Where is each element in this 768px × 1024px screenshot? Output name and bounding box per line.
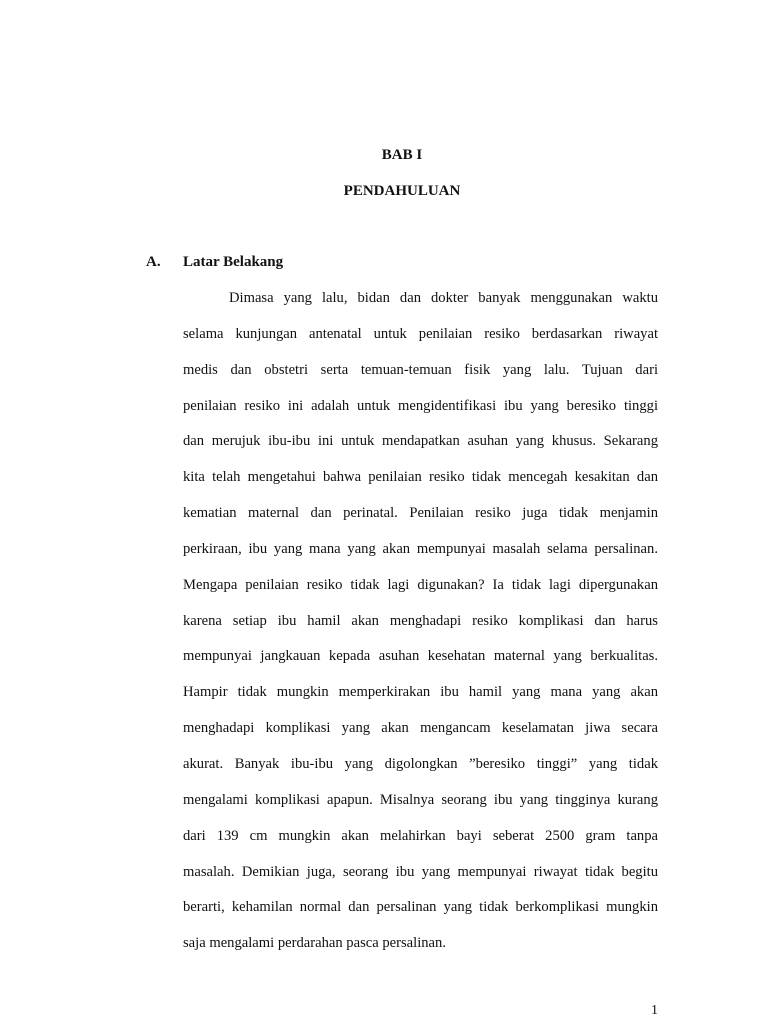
paragraph-line: selama kunjungan antenatal untuk penilaian resiko berdasarkan riwayat bbox=[183, 325, 658, 342]
body-paragraph bbox=[183, 289, 658, 970]
paragraph-line: berarti, kehamilan normal dan persalinan yang tidak berkomplikasi mungkin bbox=[183, 899, 658, 916]
paragraph-line: Hampir tidak mungkin memperkirakan ibu hamil yang mana yang akan bbox=[183, 684, 658, 701]
paragraph-line: dan merujuk ibu-ibu ini untuk mendapatkan asuhan yang khusus. Sekarang bbox=[183, 433, 658, 450]
paragraph-line: mengalami komplikasi apapun. Misalnya seorang ibu yang tingginya kurang bbox=[183, 791, 658, 808]
paragraph-line: dari 139 cm mungkin akan melahirkan bayi seberat 2500 gram tanpa bbox=[183, 827, 658, 844]
paragraph-line: saja mengalami perdarahan pasca persalinan. bbox=[183, 935, 446, 952]
chapter-title: PENDAHULUAN bbox=[343, 183, 461, 199]
chapter-number: BAB I bbox=[381, 147, 423, 163]
paragraph-line: masalah. Demikian juga, seorang ibu yang mempunyai riwayat tidak begitu bbox=[183, 863, 658, 880]
paragraph-line: menghadapi komplikasi yang akan mengancam keselamatan jiwa secara bbox=[183, 720, 658, 737]
paragraph-line: medis dan obstetri serta temuan-temuan fisik yang lalu. Tujuan dari bbox=[183, 361, 658, 378]
paragraph-line: penilaian resiko ini adalah untuk mengidentifikasi ibu yang beresiko tinggi bbox=[183, 397, 658, 414]
paragraph-line: Mengapa penilaian resiko tidak lagi digunakan? Ia tidak lagi dipergunakan bbox=[183, 576, 658, 593]
paragraph-line: akurat. Banyak ibu-ibu yang digolongkan ”beresiko tinggi” yang tidak bbox=[183, 755, 658, 772]
page-number: 1 bbox=[651, 1003, 658, 1018]
paragraph-line: mempunyai jangkauan kepada asuhan kesehatan maternal yang berkualitas. bbox=[183, 648, 658, 665]
paragraph-line: perkiraan, ibu yang mana yang akan mempunyai masalah selama persalinan. bbox=[183, 540, 658, 557]
paragraph-line: Dimasa yang lalu, bidan dan dokter banyak menggunakan waktu bbox=[229, 290, 658, 306]
paragraph-line: kematian maternal dan perinatal. Penilaian resiko juga tidak menjamin bbox=[183, 505, 658, 522]
section-marker: A. bbox=[146, 254, 161, 270]
section-title: Latar Belakang bbox=[183, 254, 284, 270]
paragraph-line: kita telah mengetahui bahwa penilaian resiko tidak mencegah kesakitan dan bbox=[183, 469, 658, 486]
paragraph-line: karena setiap ibu hamil akan menghadapi resiko komplikasi dan harus bbox=[183, 612, 658, 629]
